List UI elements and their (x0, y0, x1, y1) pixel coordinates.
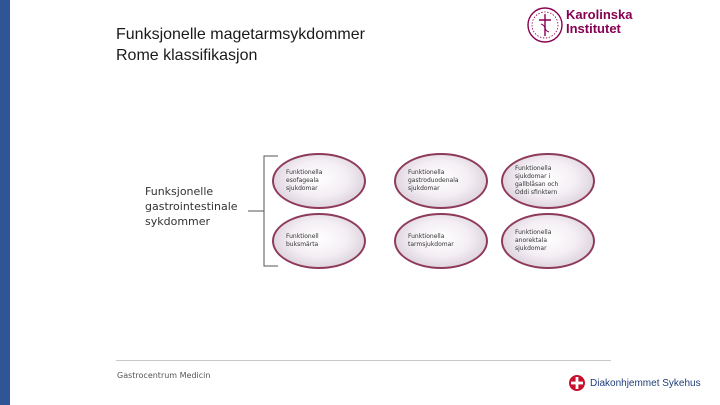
category-bubble-bowel (394, 213, 488, 269)
footer-department: Gastrocentrum Medicin (117, 371, 211, 380)
category-label: Funktionella esofageala sjukdomar (286, 169, 323, 192)
slide-title-line-1: Funksjonelle magetarmsykdommer (116, 26, 365, 43)
category-label: Funktionella sjukdomar i gallblåsan och Oddi sfinktern (515, 165, 559, 196)
root-label-line-3: sykdommer (145, 215, 211, 228)
category-bubble-gastroduodenal (394, 153, 488, 209)
diakonhjemmet-logo-text: Diakonhjemmet Sykehus (590, 377, 701, 389)
category-label: Funktionella gastroduodenala sjukdomar (408, 169, 459, 192)
category-label: Funktionella anorektala sjukdomar (515, 229, 552, 252)
diakonhjemmet-cross-icon (568, 374, 586, 392)
karolinska-logo-line-2: Institutet (566, 21, 621, 36)
category-bubble-esophageal (272, 153, 366, 209)
category-label: Funktionell buksmärta (286, 233, 319, 248)
category-bubble-abdominal-pain (272, 213, 366, 269)
karolinska-logo-line-1: Karolinska (566, 7, 633, 22)
root-label-line-1: Funksjonelle (145, 185, 214, 198)
diakonhjemmet-logo (568, 374, 701, 392)
footer-divider (116, 360, 611, 361)
slide-title-line-2: Rome klassifikasjon (116, 47, 258, 64)
category-label: Funktionella tarmsjukdomar (408, 233, 454, 248)
category-bubble-anorectal (501, 213, 595, 269)
category-bubble-gallbladder (501, 153, 595, 209)
root-label-line-2: gastrointestinale (145, 200, 238, 213)
